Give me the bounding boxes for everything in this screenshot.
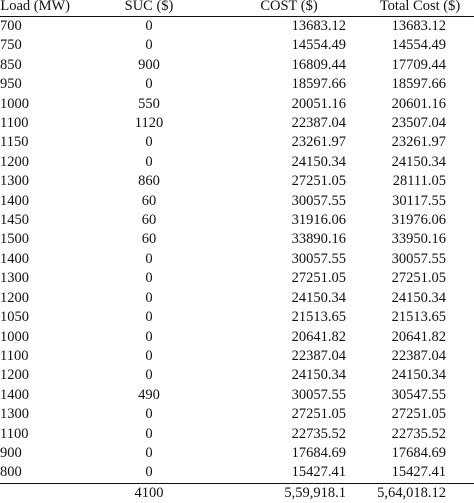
total-cell: 20601.16 [391,95,446,112]
cost-cell: 20641.82 [291,328,346,345]
table-row [0,289,474,308]
cost-cell: 31916.06 [291,212,346,229]
load-cell: 1300 [0,173,29,190]
totals-total-cell: 5,64,018.12 [354,483,474,503]
total-cell: 23261.97 [391,134,446,151]
total-cell: 27251.05 [391,270,446,287]
suc-cell: 0 [145,134,153,151]
cost-cell: 17684.69 [291,444,346,461]
table-row [0,425,474,444]
total-cell: 30547.55 [391,386,446,403]
suc-cell: 0 [145,464,153,481]
cost-cell: 16809.44 [291,56,346,73]
load-cell: 850 [0,56,22,73]
load-cell: 1200 [0,153,29,170]
table-row [0,386,474,405]
load-cell: 1000 [0,95,29,112]
total-cell: 22735.52 [391,425,446,442]
header-total-cost: Total Cost ($) [354,0,474,17]
suc-cell: 0 [145,444,153,461]
table-row [0,172,474,191]
total-cell: 15427.41 [391,464,446,481]
load-cell: 1050 [0,309,29,326]
cost-cell: 27251.05 [291,270,346,287]
load-cell: 1400 [0,192,29,209]
suc-cell: 60 [141,231,157,248]
load-cell: 1450 [0,212,29,229]
total-cell: 14554.49 [391,37,446,54]
table-row [0,75,474,94]
load-cell: 1000 [0,328,29,345]
table-row [0,133,474,152]
cost-cell: 23261.97 [291,134,346,151]
table-row [0,269,474,288]
cost-cell: 22387.04 [291,115,346,132]
total-cell: 18597.66 [391,76,446,93]
table-row [0,36,474,55]
load-cell: 1100 [0,115,29,132]
total-cell: 22387.04 [391,347,446,364]
cost-cell: 22735.52 [291,425,346,442]
cost-cell: 14554.49 [291,37,346,54]
load-cell: 1300 [0,270,29,287]
total-cell: 20641.82 [391,328,446,345]
totals-cost-cell: 5,59,918.1 [224,483,354,503]
load-cell: 1100 [0,347,29,364]
table-row [0,17,474,37]
table-row [0,192,474,211]
load-cell: 1500 [0,231,29,248]
suc-cell: 0 [145,289,153,306]
table-row [0,308,474,327]
suc-cell: 0 [145,37,153,54]
suc-cell: 550 [138,95,160,112]
suc-cell: 0 [145,425,153,442]
total-cell: 13683.12 [391,18,446,34]
cost-cell: 24150.34 [291,289,346,306]
cost-cell: 30057.55 [291,192,346,209]
load-cell: 700 [0,18,22,34]
table-row [0,114,474,133]
load-cell: 900 [0,444,22,461]
load-cell: 1100 [0,425,29,442]
load-cell: 1400 [0,386,29,403]
cost-cell: 24150.34 [291,367,346,384]
table-footer [0,483,474,503]
cost-cell: 27251.05 [291,406,346,423]
cost-cell: 30057.55 [291,386,346,403]
suc-cell: 0 [145,347,153,364]
suc-cell: 490 [138,386,160,403]
header-row [0,0,474,17]
table-row [0,211,474,230]
table-header [0,0,474,17]
cost-cell: 18597.66 [291,76,346,93]
cost-cell: 22387.04 [291,347,346,364]
table-row [0,153,474,172]
load-cell: 800 [0,464,22,481]
total-cell: 17709.44 [391,56,446,73]
total-cell: 30057.55 [391,250,446,267]
suc-cell: 0 [145,250,153,267]
cost-cell: 27251.05 [291,173,346,190]
cost-cell: 15427.41 [291,464,346,481]
load-cell: 1300 [0,406,29,423]
total-cell: 30117.55 [392,192,446,209]
total-cell: 24150.34 [391,153,446,170]
total-cell: 27251.05 [391,406,446,423]
header-suc: SUC ($) [74,0,224,17]
cost-cell: 33890.16 [291,231,346,248]
load-cell: 1200 [0,289,29,306]
totals-load-cell [0,483,74,503]
table-row [0,56,474,75]
table-row [0,366,474,385]
suc-cell: 60 [141,192,157,209]
total-cell: 24150.34 [391,367,446,384]
load-cell: 1200 [0,367,29,384]
suc-cell: 0 [145,153,153,170]
suc-cell: 0 [145,76,153,93]
table-row [0,347,474,366]
total-cell: 17684.69 [391,444,446,461]
suc-cell: 860 [138,173,160,190]
total-cell: 21513.65 [391,309,446,326]
cost-cell: 20051.16 [291,95,346,112]
total-cell: 24150.34 [391,289,446,306]
suc-cell: 60 [141,212,157,229]
suc-cell: 0 [145,309,153,326]
header-load: Load (MW) [0,0,74,17]
cost-cell: 21513.65 [291,309,346,326]
suc-cell: 900 [138,56,160,73]
table-row [0,230,474,249]
total-cell: 23507.04 [391,115,446,132]
totals-row [0,483,474,503]
table-row [0,95,474,114]
table-body [0,17,474,484]
total-cell: 28111.05 [392,173,446,190]
table-row [0,405,474,424]
cost-cell: 30057.55 [291,250,346,267]
header-cost: COST ($) [224,0,354,17]
table-row [0,328,474,347]
load-cell: 1150 [0,134,29,151]
suc-cell: 0 [145,367,153,384]
suc-cell: 0 [145,406,153,423]
table-row [0,444,474,463]
table-row [0,250,474,269]
suc-cell: 1120 [134,115,164,132]
cost-cell: 24150.34 [291,153,346,170]
total-cell: 31976.06 [391,212,446,229]
suc-cell: 0 [145,18,153,34]
totals-suc-cell: 4100 [74,483,224,503]
cost-cell: 13683.12 [291,18,346,34]
suc-cell: 0 [145,328,153,345]
load-cell: 750 [0,37,22,54]
suc-cell: 0 [145,270,153,287]
load-cell: 1400 [0,250,29,267]
table-row [0,463,474,483]
total-cell: 33950.16 [391,231,446,248]
load-cell: 950 [0,76,22,93]
